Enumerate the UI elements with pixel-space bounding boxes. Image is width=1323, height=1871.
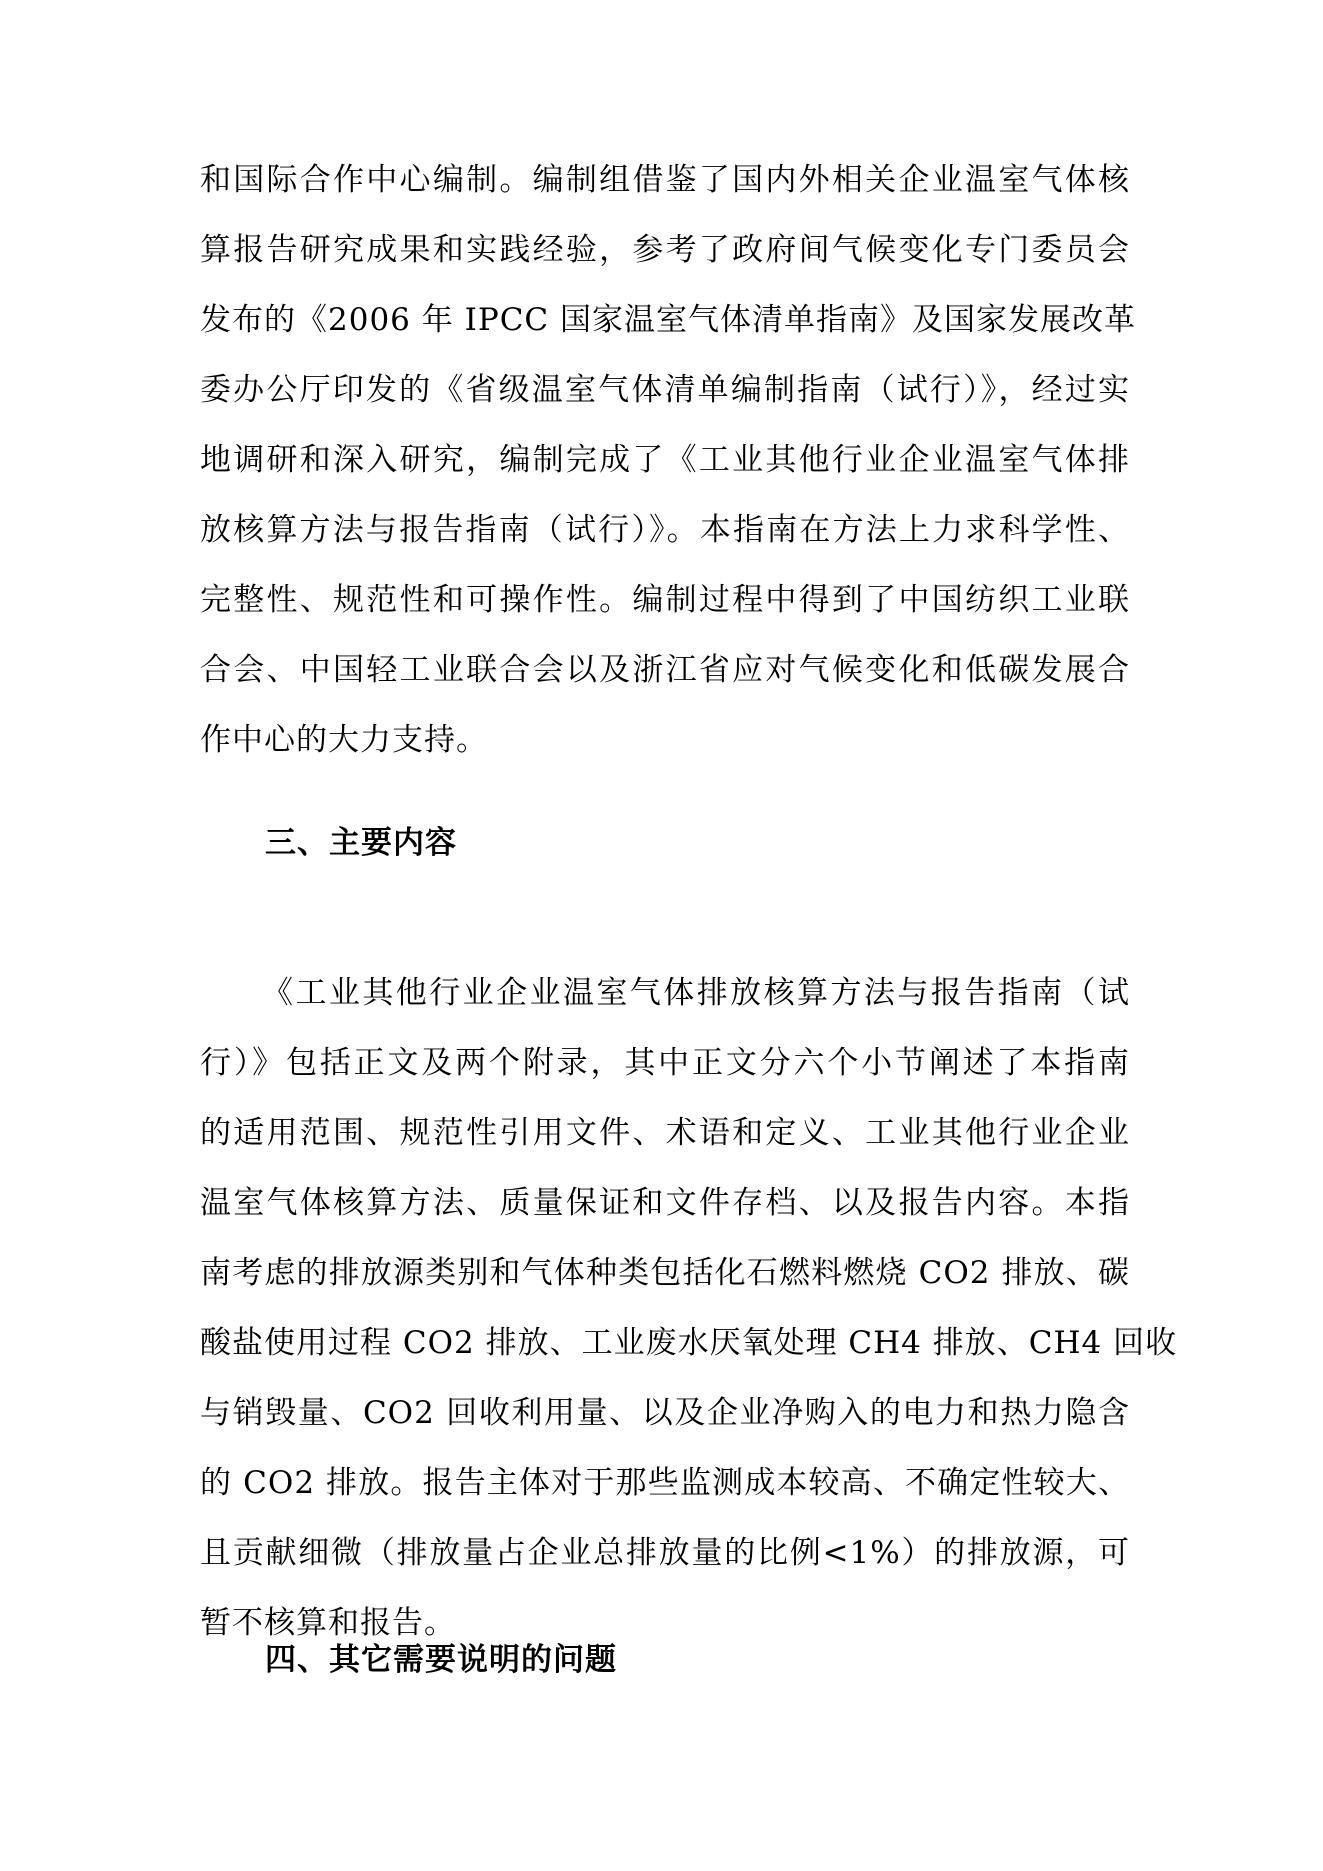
paragraph-line: 作中心的大力支持。: [200, 722, 488, 758]
paragraph-line: 算报告研究成果和实践经验，参考了政府间气候变化专门委员会: [200, 232, 1130, 268]
paragraph-line: 温室气体核算方法、质量保证和文件存档、以及报告内容。本指: [200, 1185, 1130, 1221]
paragraph-main-content: [200, 958, 1178, 1658]
paragraph-line: 与销毁量、CO2 回收利用量、以及企业净购入的电力和热力隐含: [200, 1395, 1130, 1431]
paragraph-line: 《工业其他行业企业温室气体排放核算方法与报告指南（试: [262, 975, 1130, 1011]
paragraph-line: 合会、中国轻工业联合会以及浙江省应对气候变化和低碳发展合: [200, 652, 1130, 688]
paragraph-line: 的适用范围、规范性引用文件、术语和定义、工业其他行业企业: [200, 1115, 1130, 1151]
paragraph-line: 发布的《2006 年 IPCC 国家温室气体清单指南》及国家发展改革: [200, 302, 1136, 338]
paragraph-line: 行）》包括正文及两个附录，其中正文分六个小节阐述了本指南: [200, 1045, 1130, 1081]
paragraph-line: 的 CO2 排放。报告主体对于那些监测成本较高、不确定性较大、: [200, 1465, 1130, 1501]
paragraph-compilation-background: [200, 145, 1136, 775]
paragraph-line: 地调研和深入研究，编制完成了《工业其他行业企业温室气体排: [200, 442, 1130, 478]
paragraph-line: 暂不核算和报告。: [200, 1605, 456, 1641]
section-heading-other-issues: 四、其它需要说明的问题: [265, 1642, 617, 1678]
paragraph-line: 完整性、规范性和可操作性。编制过程中得到了中国纺织工业联: [200, 582, 1130, 618]
paragraph-line: 和国际合作中心编制。编制组借鉴了国内外相关企业温室气体核: [200, 162, 1130, 198]
paragraph-line: 南考虑的排放源类别和气体种类包括化石燃料燃烧 CO2 排放、碳: [200, 1255, 1130, 1291]
section-heading-main-content: 三、主要内容: [265, 825, 457, 861]
paragraph-line: 委办公厅印发的《省级温室气体清单编制指南（试行）》，经过实: [200, 372, 1130, 408]
paragraph-line: 酸盐使用过程 CO2 排放、工业废水厌氧处理 CH4 排放、CH4 回收: [200, 1325, 1178, 1361]
paragraph-line: 放核算方法与报告指南（试行）》。本指南在方法上力求科学性、: [200, 512, 1130, 548]
paragraph-line: 且贡献细微（排放量占企业总排放量的比例<1%）的排放源，可: [200, 1535, 1130, 1571]
